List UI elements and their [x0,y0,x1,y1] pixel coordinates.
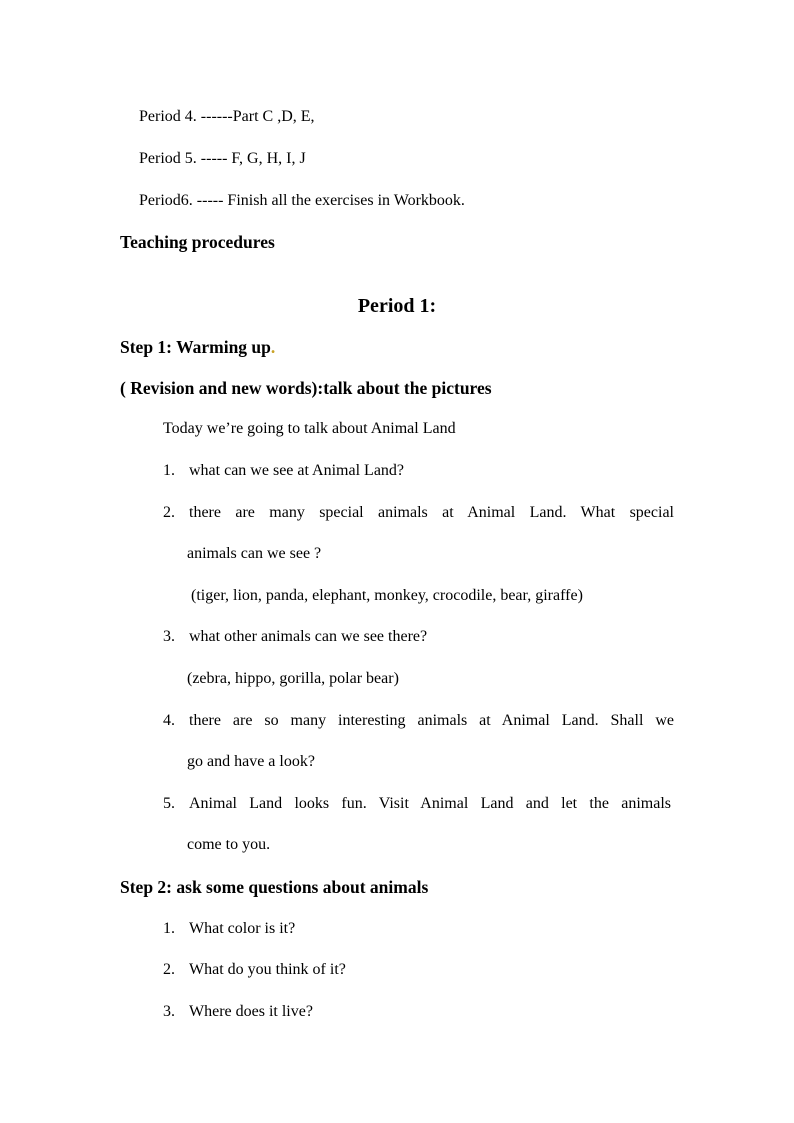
list-number: 3. [163,1003,175,1020]
step-2-item-2 [163,960,346,980]
list-number: 2. [163,961,175,978]
list-item-text: there are so many interesting animals at Animal Land. Shall we [189,712,674,729]
list-item-text: what can we see at Animal Land? [189,462,405,479]
list-item-extra: (tiger, lion, panda, elephant, monkey, crocodile, bear, giraffe) [191,587,583,604]
list-item-text: what other animals can we see there? [189,628,428,645]
list-item-text: What do you think of it? [189,961,346,978]
step-1-heading [120,337,275,357]
list-item-text: there are many special animals at Animal Land. What special [189,504,674,521]
list-item-extra: (zebra, hippo, gorilla, polar bear) [187,670,399,687]
period-6-label: Period6. [139,192,193,209]
list-number: 5. [163,795,175,812]
period-4-label: Period 4. [139,108,197,125]
list-number: 4. [163,712,175,729]
list-item-continuation: come to you. [187,836,271,853]
list-number: 3. [163,628,175,645]
period-5-label: Period 5. [139,150,197,167]
step-1-item-4 [163,711,189,731]
period-6-text: ----- Finish all the exercises in Workbook. [196,192,465,209]
list-item-text: Where does it live? [189,1003,313,1020]
decorative-dot: . [270,337,276,357]
period-4-line [139,107,315,127]
step-1-item-5 [163,794,189,814]
list-number: 2. [163,504,175,521]
step-1-intro: Today we’re going to talk about Animal Land [163,420,456,437]
list-number: 1. [163,920,175,937]
period-6-line [139,191,465,211]
step-2-item-3 [163,1002,313,1022]
step-1-subheading: ( Revision and new words):talk about the pictures [120,378,492,398]
period-5-line [139,149,306,169]
period-4-text: ------Part C ,D, E, [200,108,315,125]
teaching-procedures-heading: Teaching procedures [120,232,275,252]
period-5-text: ----- F, G, H, I, J [200,150,306,167]
step-2-item-1 [163,919,295,939]
period-1-title: Period 1: [357,295,437,317]
step-1-heading-text: Step 1: Warming up [120,337,271,357]
step-1-item-3 [163,627,427,647]
step-2-heading: Step 2: ask some questions about animals [120,877,429,897]
list-item-continuation: animals can we see ? [187,545,322,562]
list-number: 1. [163,462,175,479]
list-item-continuation: go and have a look? [187,753,315,770]
list-item-text: Animal Land looks fun. Visit Animal Land and let the animals [189,795,671,812]
step-1-item-1 [163,461,404,481]
list-item-text: What color is it? [189,920,296,937]
